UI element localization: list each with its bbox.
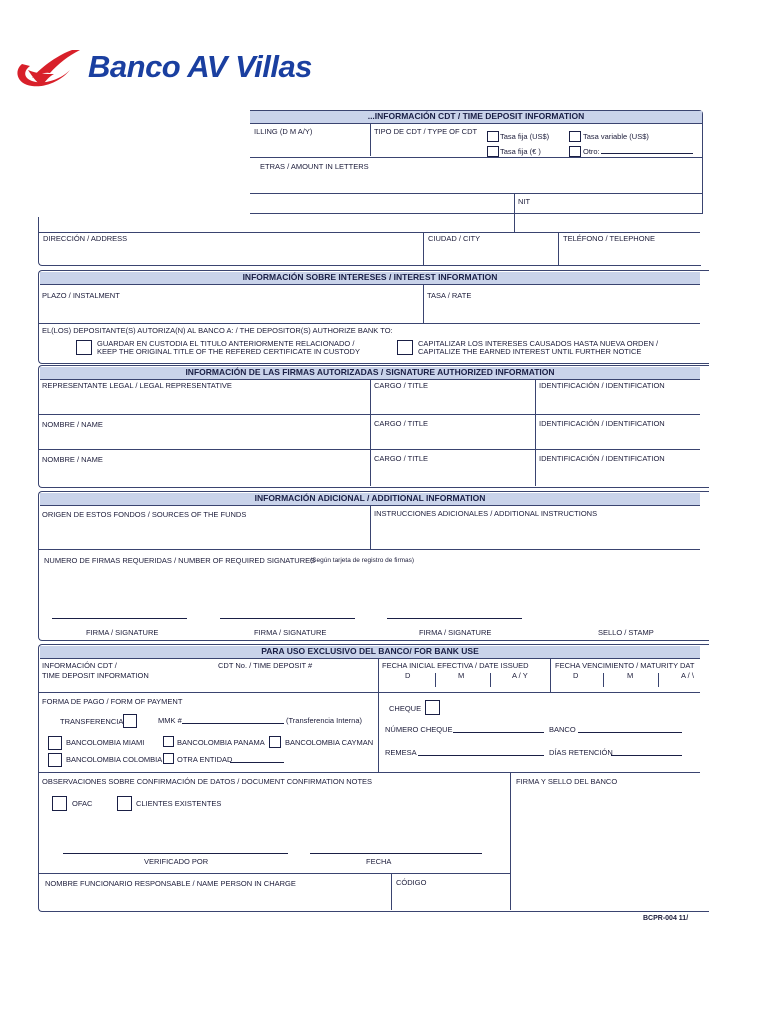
- maturity-m: M: [627, 671, 634, 680]
- bc-miami-label: BANCOLOMBIA MIAMI: [66, 738, 145, 747]
- firma-label-3: FIRMA / SIGNATURE: [419, 628, 492, 637]
- cargo-label-3: CARGO / TITLE: [374, 454, 429, 463]
- signature-line-3[interactable]: [387, 618, 522, 619]
- fecha-label: FECHA: [366, 857, 392, 866]
- funcionario-label: NOMBRE FUNCIONARIO RESPONSABLE / NAME PERSON IN CHARGE: [45, 879, 296, 888]
- firma-label-1: FIRMA / SIGNATURE: [86, 628, 159, 637]
- date-issued-d: D: [405, 671, 411, 680]
- custody-label-1: GUARDAR EN CUSTODIA EL TITULO ANTERIORMENTE RELACIONADO /: [97, 339, 355, 348]
- tasa-fija-eur-label: Tasa fija (€ ): [500, 147, 541, 156]
- capitalize-label-2: CAPITALIZE THE EARNED INTEREST UNTIL FURTHER NOTICE: [418, 347, 642, 356]
- nombre-label-2: NOMBRE / NAME: [42, 455, 103, 464]
- custody-checkbox[interactable]: [76, 340, 92, 355]
- otro-input-line[interactable]: [601, 153, 693, 154]
- transferencia-label: TRANSFERENCIA: [60, 717, 124, 726]
- tasa-fija-eur-checkbox[interactable]: [487, 146, 499, 157]
- date-issued-ay: A / Y: [512, 671, 528, 680]
- ofac-label: OFAC: [72, 799, 93, 808]
- authorize-label: EL(LOS) DEPOSITANTE(S) AUTORIZA(N) AL BANCO A: / THE DEPOSITOR(S) AUTHORIZE BANK TO:: [42, 326, 393, 335]
- form-code: BCPR-004 11/: [643, 915, 689, 922]
- cdt-section-header: ...INFORMACIÓN CDT / TIME DEPOSIT INFORMATION: [250, 111, 702, 124]
- origen-label: ORIGEN DE ESTOS FONDOS / SOURCES OF THE FUNDS: [42, 510, 247, 519]
- observaciones-label: OBSERVACIONES SOBRE CONFIRMACIÓN DE DATOS / DOCUMENT CONFIRMATION NOTES: [42, 777, 373, 786]
- codigo-label: CÓDIGO: [396, 878, 427, 887]
- tasa-fija-us-checkbox[interactable]: [487, 131, 499, 142]
- dias-retencion-line[interactable]: [611, 755, 682, 756]
- bank-logo: [12, 44, 412, 92]
- cdt-no-label: CDT No. / TIME DEPOSIT #: [218, 661, 313, 670]
- ofac-checkbox[interactable]: [52, 796, 67, 811]
- transferencia-checkbox[interactable]: [123, 714, 137, 728]
- fecha-venc-label: FECHA VENCIMIENTO / MATURITY DAT: [555, 661, 695, 670]
- bc-colombia-checkbox[interactable]: [48, 753, 62, 767]
- tasa-fija-us-label: Tasa fija (US$): [500, 132, 550, 141]
- otro-label: Otro:: [583, 147, 600, 156]
- cdt-type-label: TIPO DE CDT / TYPE OF CDT: [374, 127, 478, 136]
- maturity-ay: A / \: [681, 671, 694, 680]
- bc-miami-checkbox[interactable]: [48, 736, 62, 750]
- bc-panama-checkbox[interactable]: [163, 736, 174, 747]
- signatures-section-header: INFORMACIÓN DE LAS FIRMAS AUTORIZADAS / SIGNATURE AUTHORIZED INFORMATION: [40, 367, 700, 380]
- cargo-label-1: CARGO / TITLE: [374, 381, 429, 390]
- dias-retencion-label: DÍAS RETENCIÓN: [549, 748, 613, 757]
- otra-entidad-checkbox[interactable]: [163, 753, 174, 764]
- clientes-existentes-checkbox[interactable]: [117, 796, 132, 811]
- additional-section-header: INFORMACIÓN ADICIONAL / ADDITIONAL INFORMATION: [40, 493, 700, 506]
- remesa-input-line[interactable]: [418, 755, 544, 756]
- info-cdt-label-2: TIME DEPOSIT INFORMATION: [42, 671, 149, 680]
- capitalize-label-1: CAPITALIZAR LOS INTERESES CAUSADOS HASTA NUEVA ORDEN /: [418, 339, 659, 348]
- clientes-existentes-label: CLIENTES EXISTENTES: [136, 799, 222, 808]
- fecha-inicial-label: FECHA INICIAL EFECTIVA / DATE ISSUED: [382, 661, 529, 670]
- otra-entidad-label: OTRA ENTIDAD: [177, 755, 233, 764]
- id-label-1: IDENTIFICACIÓN / IDENTIFICATION: [539, 381, 665, 390]
- date-issued-m: M: [458, 671, 465, 680]
- bc-colombia-label: BANCOLOMBIA COLOMBIA: [66, 755, 163, 764]
- custody-label-2: KEEP THE ORIGINAL TITLE OF THE REFERED CERTIFICATE IN CUSTODY: [97, 347, 360, 356]
- num-firmas-label: NUMERO DE FIRMAS REQUERIDAS / NUMBER OF REQUIRED SIGNATURES: [44, 556, 316, 565]
- id-label-2: IDENTIFICACIÓN / IDENTIFICATION: [539, 419, 665, 428]
- instrucciones-label: INSTRUCCIONES ADICIONALES / ADDITIONAL INSTRUCTIONS: [374, 509, 598, 518]
- numero-cheque-line[interactable]: [453, 732, 544, 733]
- cheque-label: CHEQUE: [389, 704, 422, 713]
- segun-label: (Según tarjeta de registro de firmas): [310, 557, 415, 564]
- interest-section-header: INFORMACIÓN SOBRE INTERESES / INTEREST INFORMATION: [40, 272, 700, 285]
- verificado-line[interactable]: [63, 853, 288, 854]
- bank-section-header: PARA USO EXCLUSIVO DEL BANCO/ FOR BANK USE: [40, 646, 700, 659]
- verificado-label: VERIFICADO POR: [144, 857, 209, 866]
- banco-label: BANCO: [549, 725, 576, 734]
- transf-interna-label: (Transferencia Interna): [286, 716, 363, 725]
- fecha-line[interactable]: [310, 853, 482, 854]
- rep-legal-label: REPRESENTANTE LEGAL / LEGAL REPRESENTATIVE: [42, 381, 232, 390]
- mmk-label: MMK #: [158, 716, 182, 725]
- amount-letters-label: ETRAS / AMOUNT IN LETTERS: [260, 162, 369, 171]
- billing-date-label: ILLING (D M A/Y): [254, 127, 313, 136]
- tasa-label: TASA / RATE: [427, 291, 472, 300]
- sello-label: SELLO / STAMP: [598, 628, 654, 637]
- nit-label: NIT: [518, 197, 531, 206]
- numero-cheque-label: NÚMERO CHEQUE: [385, 725, 453, 734]
- signature-line-1[interactable]: [52, 618, 187, 619]
- bc-panama-label: BANCOLOMBIA PANAMA: [177, 738, 265, 747]
- forma-pago-label: FORMA DE PAGO / FORM OF PAYMENT: [42, 697, 183, 706]
- firma-sello-banco-label: FIRMA Y SELLO DEL BANCO: [516, 777, 618, 786]
- bc-cayman-checkbox[interactable]: [269, 736, 281, 748]
- info-cdt-label-1: INFORMACIÓN CDT /: [42, 661, 117, 670]
- otra-entidad-line[interactable]: [230, 762, 284, 763]
- bank-logo-icon: [12, 44, 88, 92]
- mmk-input-line[interactable]: [182, 723, 284, 724]
- bank-name: Banco AV Villas: [88, 49, 312, 84]
- signature-line-2[interactable]: [220, 618, 355, 619]
- remesa-label: REMESA: [385, 748, 417, 757]
- firma-label-2: FIRMA / SIGNATURE: [254, 628, 327, 637]
- phone-label: TELÉFONO / TELEPHONE: [563, 234, 655, 243]
- plazo-label: PLAZO / INSTALMENT: [42, 291, 120, 300]
- tasa-variable-us-label: Tasa variable (US$): [583, 132, 649, 141]
- tasa-variable-us-checkbox[interactable]: [569, 131, 581, 142]
- address-label: DIRECCIÓN / ADDRESS: [43, 234, 128, 243]
- cheque-checkbox[interactable]: [425, 700, 440, 715]
- maturity-d: D: [573, 671, 579, 680]
- cargo-label-2: CARGO / TITLE: [374, 419, 429, 428]
- bc-cayman-label: BANCOLOMBIA CAYMAN: [285, 738, 374, 747]
- id-label-3: IDENTIFICACIÓN / IDENTIFICATION: [539, 454, 665, 463]
- city-label: CIUDAD / CITY: [428, 234, 481, 243]
- banco-input-line[interactable]: [578, 732, 682, 733]
- nombre-label-1: NOMBRE / NAME: [42, 420, 103, 429]
- otro-checkbox[interactable]: [569, 146, 581, 157]
- capitalize-checkbox[interactable]: [397, 340, 413, 355]
